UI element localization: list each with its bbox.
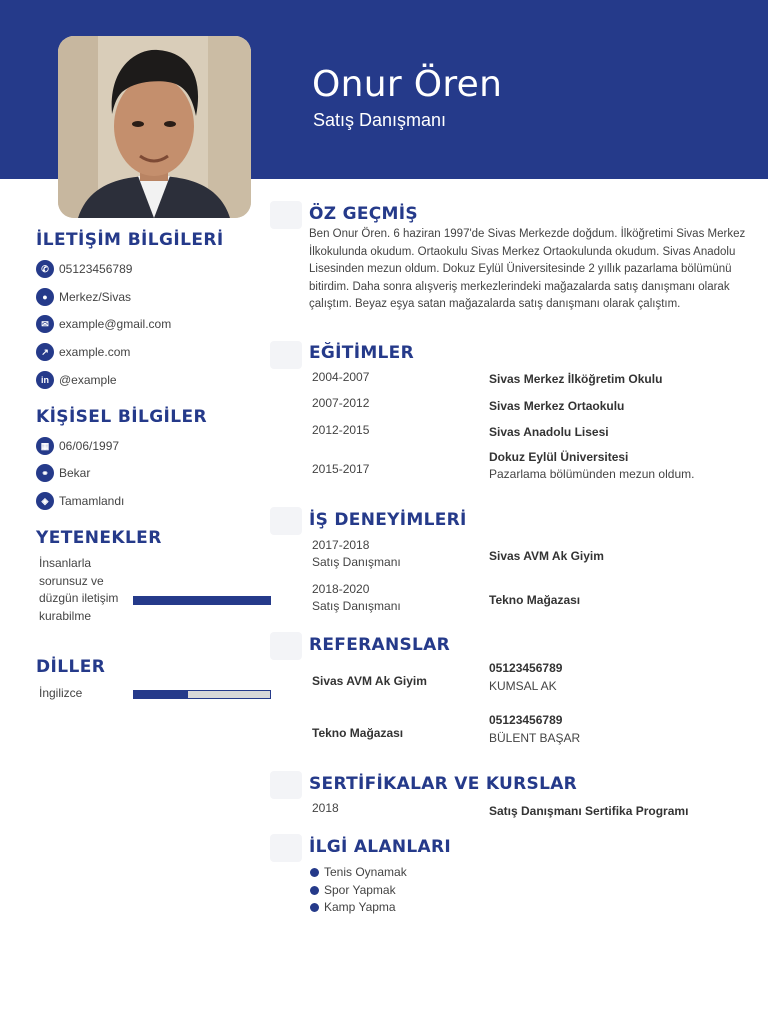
personal-marital-status-text: Bekar — [59, 466, 91, 480]
interest-item — [310, 882, 396, 898]
personal-military-text: Tamamlandı — [59, 494, 125, 508]
reference-company: Sivas AVM Ak Giyim — [312, 674, 427, 688]
summary-text: Ben Onur Ören. 6 haziran 1997'de Sivas Merkezde doğdum. İlköğretimi Sivas Merkez İlkokulunda okudum. Ortaokulu Sivas Merkez Ortaokulunda okudum. Sivas Anadolu Lisesinden mezun oldum. Dokuz Eylül Üniversitesinde 2 yıllık pazarlama bölümünü bitirdim. Daha sonra alışveriş merkezlerindeki mağazalarda satış danışmanı olarak çalıştım. Beyaz eşya satan mağazalarda satış danışmanı olarak çalıştım. — [309, 228, 746, 311]
contact-phone — [36, 259, 132, 279]
experience-section-icon — [270, 507, 302, 535]
language-level-bar — [133, 690, 271, 699]
language-item-text: İngilizce — [39, 686, 83, 700]
job-title: Satış Danışmanı — [313, 110, 447, 130]
skills-heading: YETENEKLER — [36, 528, 162, 548]
contact-heading: İLETİŞİM BİLGİLERİ — [36, 230, 224, 250]
interests-heading: İLGİ ALANLARI — [309, 837, 452, 857]
person-name: Onur Ören — [312, 64, 503, 105]
skill-level-fill — [134, 597, 270, 604]
summary-heading: ÖZ GEÇMİŞ — [309, 204, 418, 224]
personal-heading: KİŞİSEL BİLGİLER — [36, 407, 208, 427]
personal-birthdate-text: 06/06/1997 — [59, 439, 120, 453]
certificate-name: Satış Danışmanı Sertifika Programı — [489, 804, 689, 818]
shield-icon: ◈ — [36, 492, 54, 510]
interest-item — [310, 864, 407, 880]
references-heading: REFERANSLAR — [309, 635, 451, 655]
personal-military — [36, 491, 124, 511]
personal-birthdate — [36, 436, 119, 456]
language-level-fill — [134, 691, 188, 698]
reference-phone: 05123456789 — [489, 713, 563, 727]
education-years: 2015-2017 — [312, 462, 370, 476]
phone-icon: ✆ — [36, 260, 54, 278]
education-section-icon — [270, 341, 302, 369]
skill-item-text: İnsanlarla sorunsuz ve düzgün iletişim kurabilme — [39, 556, 119, 623]
reference-person: BÜLENT BAŞAR — [489, 731, 581, 745]
skill-level-bar — [133, 596, 271, 605]
experience-role: Satış Danışmanı — [312, 555, 401, 569]
contact-website-text: example.com — [59, 345, 131, 359]
linkedin-icon: in — [36, 371, 54, 389]
portrait-illustration — [58, 36, 251, 218]
bullet-icon — [310, 886, 319, 895]
education-years: 2007-2012 — [312, 396, 370, 410]
profile-photo — [58, 36, 251, 218]
education-note: Pazarlama bölümünden mezun oldum. — [489, 467, 695, 481]
reference-phone: 05123456789 — [489, 661, 563, 675]
location-pin-icon: ● — [36, 288, 54, 306]
contact-linkedin — [36, 370, 117, 390]
contact-email — [36, 314, 171, 334]
reference-person: KUMSAL AK — [489, 679, 557, 693]
education-school: Sivas Merkez İlköğretim Okulu — [489, 372, 663, 386]
experience-years: 2018-2020 — [312, 582, 370, 596]
certificates-heading: SERTİFİKALAR VE KURSLAR — [309, 774, 578, 794]
bullet-icon — [310, 903, 319, 912]
education-school: Sivas Merkez Ortaokulu — [489, 399, 625, 413]
experience-heading: İŞ DENEYİMLERİ — [309, 510, 467, 530]
mail-icon: ✉ — [36, 315, 54, 333]
education-years: 2012-2015 — [312, 423, 370, 437]
certificates-section-icon — [270, 771, 302, 799]
contact-location — [36, 287, 131, 307]
experience-company: Tekno Mağazası — [489, 593, 581, 607]
contact-website — [36, 342, 130, 362]
education-heading: EĞİTİMLER — [309, 343, 414, 363]
languages-heading: DİLLER — [36, 657, 106, 677]
summary-section-icon — [270, 201, 302, 229]
education-school: Dokuz Eylül Üniversitesi — [489, 450, 629, 464]
experience-role: Satış Danışmanı — [312, 599, 401, 613]
interest-item-text: Tenis Oynamak — [324, 865, 407, 879]
calendar-icon: ▦ — [36, 437, 54, 455]
reference-company: Tekno Mağazası — [312, 726, 404, 740]
certificate-year: 2018 — [312, 801, 339, 815]
interest-item-text: Spor Yapmak — [324, 883, 396, 897]
contact-linkedin-text: @example — [59, 373, 117, 387]
external-link-icon: ↗ — [36, 343, 54, 361]
personal-marital-status — [36, 463, 90, 483]
interests-section-icon — [270, 834, 302, 862]
education-school: Sivas Anadolu Lisesi — [489, 425, 609, 439]
interest-item-text: Kamp Yapma — [324, 900, 396, 914]
contact-location-text: Merkez/Sivas — [59, 290, 132, 304]
contact-email-text: example@gmail.com — [59, 317, 172, 331]
bullet-icon — [310, 868, 319, 877]
interest-item — [310, 899, 396, 915]
experience-years: 2017-2018 — [312, 538, 370, 552]
experience-company: Sivas AVM Ak Giyim — [489, 549, 604, 563]
references-section-icon — [270, 632, 302, 660]
contact-phone-text: 05123456789 — [59, 262, 133, 276]
marital-status-icon: ⚭ — [36, 464, 54, 482]
education-years: 2004-2007 — [312, 370, 370, 384]
